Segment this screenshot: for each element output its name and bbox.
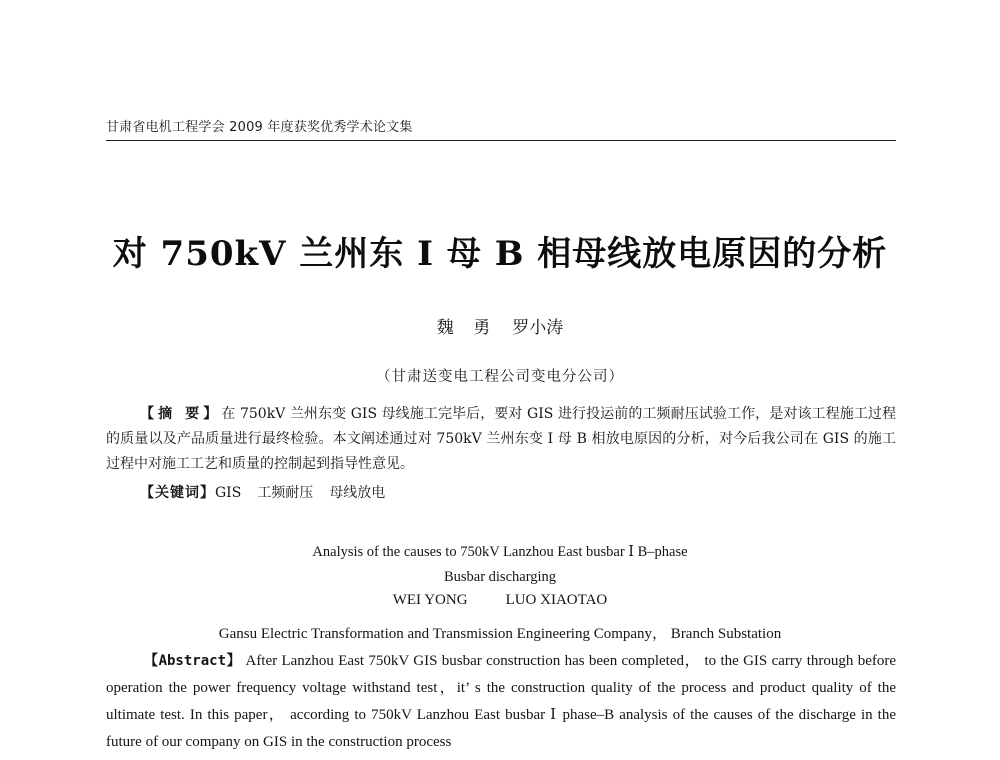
author-en-1: WEI YONG (392, 592, 468, 608)
keyword-2: 工频耐压 (257, 485, 314, 501)
keyword-3: 母线放电 (329, 485, 386, 501)
abstract-cn-label: 【摘 要】 (140, 406, 222, 422)
keyword-1: GIS (215, 485, 242, 501)
author-cn-2: 罗小涛 (512, 318, 564, 338)
author-en-2: LUO XIAOTAO (505, 592, 608, 608)
keywords-cn-label: 【关键词】 (140, 485, 215, 501)
authors-cn (0, 313, 1000, 338)
keywords-cn (140, 482, 401, 502)
paper-title-en (0, 540, 1000, 590)
paper-title-cn: 对 750kV 兰州东 I 母 B 相母线放电原因的分析 (112, 234, 888, 274)
running-header (106, 116, 896, 141)
affiliation-cn: （甘肃送变电工程公司变电分公司） (376, 369, 624, 385)
running-header-text: 甘肃省电机工程学会 2009 年度获奖优秀学术论文集 (106, 120, 413, 135)
authors-en (0, 592, 1000, 609)
abstract-cn-text: 在 750kV 兰州东变 GIS 母线施工完毕后，要对 GIS 进行投运前的工频耐压试验工作，是对该工程施工过程的质量以及产品质量进行最终检验。本文阐述通过对 750kV 兰州东变 I 母 B 相放电原因的分析，对今后我公司在 GIS 的施工过程中对施工工艺和质量的控制起到指导性意见。 (106, 406, 897, 472)
abstract-en (106, 648, 896, 756)
abstract-en-text: After Lanzhou East 750kV GIS busbar construction has been completed， to the GIS carry through before operation the power frequency voltage withstand test，it’ s the construction quality of the process and product quality of the ultimate test. In this paper， according to 750kV Lanzhou East busbar Ⅰ phase–B analysis of the causes of the discharge in the future of our company on GIS in the construction process (106, 653, 897, 750)
abstract-en-label: 【Abstract】 (144, 653, 242, 669)
abstract-cn (106, 402, 896, 477)
affiliation-en: Gansu Electric Transformation and Transmission Engineering Company， Branch Substation (218, 626, 782, 642)
author-cn-1: 魏 勇 (436, 318, 491, 338)
paper-title-en-line-2: Busbar discharging (443, 569, 557, 585)
paper-title-en-line-1: Analysis of the causes to 750kV Lanzhou East busbar Ⅰ B–phase (312, 544, 688, 560)
